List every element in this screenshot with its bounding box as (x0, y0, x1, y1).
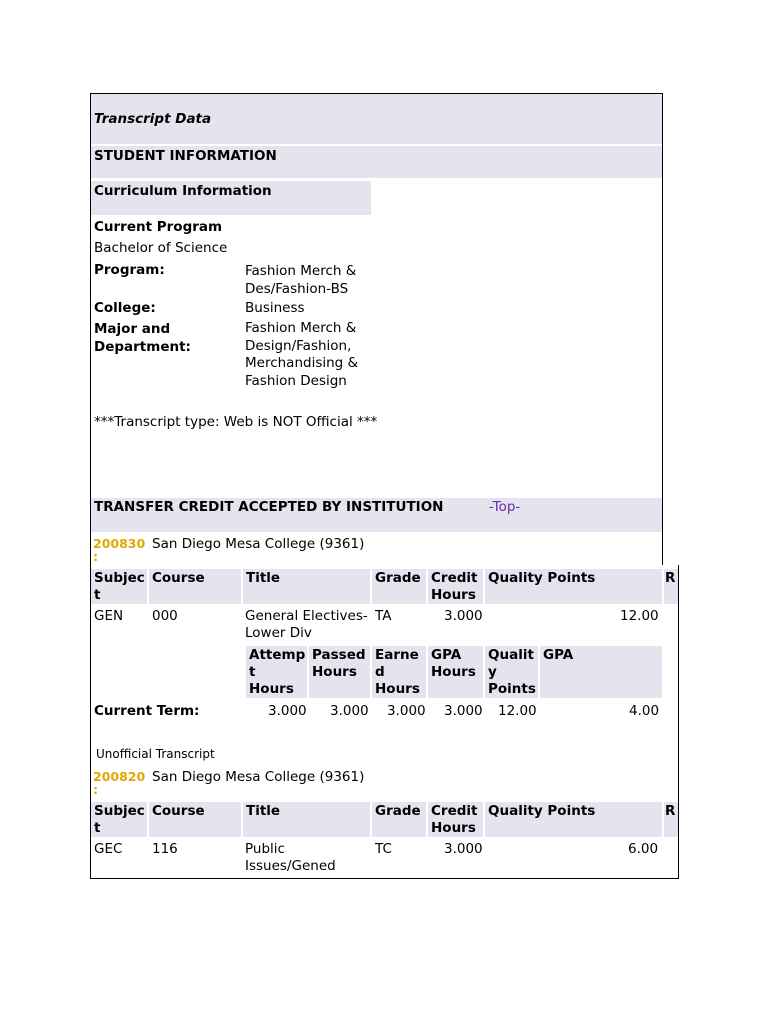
col-title-header: Title (243, 569, 370, 604)
col-subject-header: Subjec t (91, 569, 147, 604)
row-credit-hours: 3.000 (444, 608, 483, 624)
student-info-heading: STUDENT INFORMATION (94, 148, 277, 164)
gpa-header: GPA (540, 646, 662, 698)
col-course-header: Course (149, 569, 241, 604)
major-value: Fashion Merch & Design/Fashion, Merchandising & Fashion Design (245, 320, 359, 390)
row-title: Public Issues/Gened (245, 841, 336, 874)
col-grade-header: Grade (372, 802, 426, 837)
col-r-header: R (664, 802, 678, 837)
row-quality-points: 12.00 (620, 608, 659, 624)
row-grade: TA (375, 608, 392, 624)
col-title-header: Title (243, 802, 370, 837)
row-course: 116 (152, 841, 178, 857)
attempt-hours-header: Attemp t Hours (246, 646, 307, 698)
current-term-gpa-hours: 3.000 (444, 703, 483, 719)
program-value: Fashion Merch & Des/Fashion-BS (245, 263, 357, 297)
col-credit-hours-header: Credit Hours (428, 802, 483, 837)
major-label: Major and Department: (94, 321, 191, 355)
gpa-hours-header: GPA Hours (428, 646, 483, 698)
col-course-header: Course (149, 802, 241, 837)
total-quality-points-header: Qualit y Points (485, 646, 538, 698)
curriculum-heading: Curriculum Information (94, 183, 272, 199)
term-code: 200820 : (93, 769, 146, 797)
col-grade-header: Grade (372, 569, 426, 604)
row-subject: GEN (94, 608, 124, 624)
col-quality-points-header: Quality Points (485, 802, 662, 837)
term-institution: San Diego Mesa College (9361) (152, 536, 365, 552)
top-link[interactable]: -Top- (489, 499, 521, 515)
row-title: General Electives- Lower Div (245, 608, 368, 641)
current-term-earned-hours: 3.000 (387, 703, 426, 719)
passed-hours-header: Passed Hours (309, 646, 370, 698)
unofficial-transcript-label: Unofficial Transcript (96, 747, 215, 761)
col-r-header: R (664, 569, 678, 604)
row-credit-hours: 3.000 (444, 841, 483, 857)
college-label: College: (94, 300, 156, 316)
transfer-heading: TRANSFER CREDIT ACCEPTED BY INSTITUTION (94, 499, 444, 515)
college-value: Business (245, 300, 305, 316)
current-term-passed-hours: 3.000 (330, 703, 369, 719)
program-label: Program: (94, 262, 165, 278)
earned-hours-header: Earne d Hours (372, 646, 426, 698)
row-quality-points: 6.00 (628, 841, 659, 857)
row-course: 000 (152, 608, 178, 624)
current-program-label: Current Program (94, 219, 223, 235)
term-code: 200830 : (93, 536, 146, 564)
row-grade: TC (375, 841, 392, 857)
col-subject-header: Subjec t (91, 802, 147, 837)
current-term-gpa: 4.00 (629, 703, 660, 719)
row-subject: GEC (94, 841, 123, 857)
current-program-value: Bachelor of Science (94, 240, 228, 256)
current-term-label: Current Term: (94, 703, 200, 719)
transcript-type-note: ***Transcript type: Web is NOT Official *** (94, 414, 378, 430)
col-quality-points-header: Quality Points (485, 569, 662, 604)
col-credit-hours-header: Credit Hours (428, 569, 483, 604)
current-term-quality-points: 12.00 (498, 703, 537, 719)
current-term-attempt-hours: 3.000 (268, 703, 307, 719)
term-institution: San Diego Mesa College (9361) (152, 769, 365, 785)
page-title: Transcript Data (94, 111, 212, 127)
